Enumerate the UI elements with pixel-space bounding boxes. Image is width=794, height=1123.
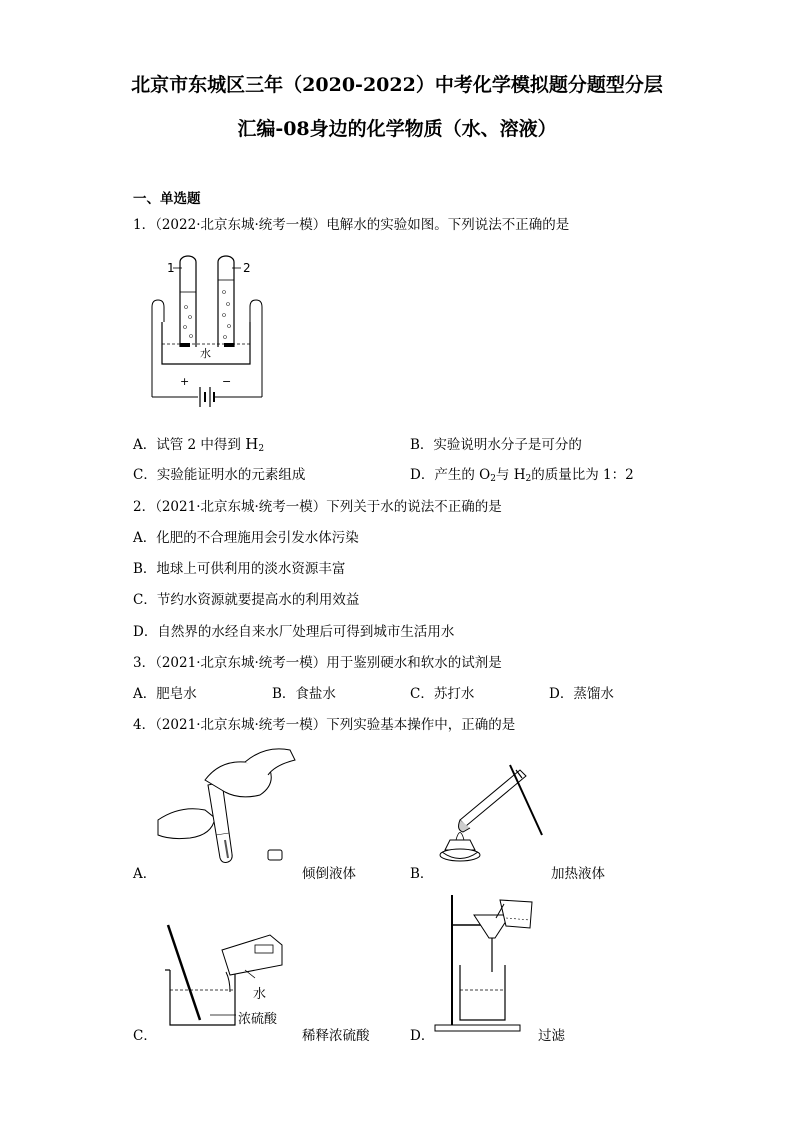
q3-stem: 3．（2021·北京东城·统考一模）用于鉴别硬水和软水的试剂是 <box>133 655 502 671</box>
q4c-diluting-figure <box>150 920 295 1030</box>
q1-option-d[interactable]: D．产生的 $O_2$与 $H_2$的质量比为 1：2 <box>410 467 634 484</box>
q4-option-a-letter[interactable]: A． <box>133 866 157 882</box>
q4d-filtration-figure <box>430 890 550 1035</box>
q4a-pouring-figure <box>150 740 300 865</box>
minus-sign: − <box>222 375 232 388</box>
q4-option-d-letter[interactable]: D． <box>410 1028 435 1044</box>
q4-option-b-caption: 加热液体 <box>551 866 605 882</box>
tube1-label: 1 <box>167 261 175 275</box>
q4c-acid-label: 浓硫酸 <box>238 1012 278 1027</box>
q4b-heating-figure <box>430 740 550 870</box>
plus-sign: + <box>180 375 190 388</box>
q4-stem: 4．（2021·北京东城·统考一模）下列实验基本操作中，正确的是 <box>133 717 516 733</box>
paper-title-line2: 汇编-08身边的化学物质（水、溶液） <box>237 118 557 140</box>
section-heading: 一、单选题 <box>133 191 201 207</box>
q2-option-b[interactable]: B．地球上可供利用的淡水资源丰富 <box>133 561 346 577</box>
q1-option-c[interactable]: C．实验能证明水的元素组成 <box>133 467 306 483</box>
q4-option-b-letter[interactable]: B． <box>410 866 434 882</box>
q4-option-a-caption: 倾倒液体 <box>302 866 356 882</box>
q3-option-d[interactable]: D．蒸馏水 <box>549 686 614 702</box>
water-label: 水 <box>200 347 211 360</box>
q4-option-c-caption: 稀释浓硫酸 <box>302 1028 370 1044</box>
q1-stem: 1．（2022·北京东城·统考一模）电解水的实验如图。下列说法不正确的是 <box>133 217 570 233</box>
q3-option-b[interactable]: B．食盐水 <box>272 686 336 702</box>
q3-option-c[interactable]: C．苏打水 <box>410 686 475 702</box>
q1-option-b[interactable]: B．实验说明水分子是可分的 <box>410 437 582 453</box>
q2-option-c[interactable]: C．节约水资源就要提高水的利用效益 <box>133 592 360 608</box>
test-tube-2 <box>218 256 234 347</box>
q3-option-a[interactable]: A．肥皂水 <box>133 686 197 702</box>
q2-option-d[interactable]: D．自然界的水经自来水厂处理后可得到城市生活用水 <box>133 624 455 640</box>
q2-stem: 2．（2021·北京东城·统考一模）下列关于水的说法不正确的是 <box>133 499 502 515</box>
tube2-label: 2 <box>243 261 251 275</box>
paper-title-line1: 北京市东城区三年（2020-2022）中考化学模拟题分题型分层 <box>131 74 663 96</box>
q2-option-a[interactable]: A．化肥的不合理施用会引发水体污染 <box>133 530 359 546</box>
test-tube-1 <box>180 256 196 347</box>
q4-option-d-caption: 过滤 <box>538 1028 565 1044</box>
q4c-water-label: 水 <box>253 987 267 1002</box>
q1-electrolysis-figure <box>140 252 275 412</box>
q1-option-a[interactable]: A．试管 2 中得到 $H_2$ <box>133 435 265 454</box>
q4-option-c-letter[interactable]: C． <box>133 1028 157 1044</box>
